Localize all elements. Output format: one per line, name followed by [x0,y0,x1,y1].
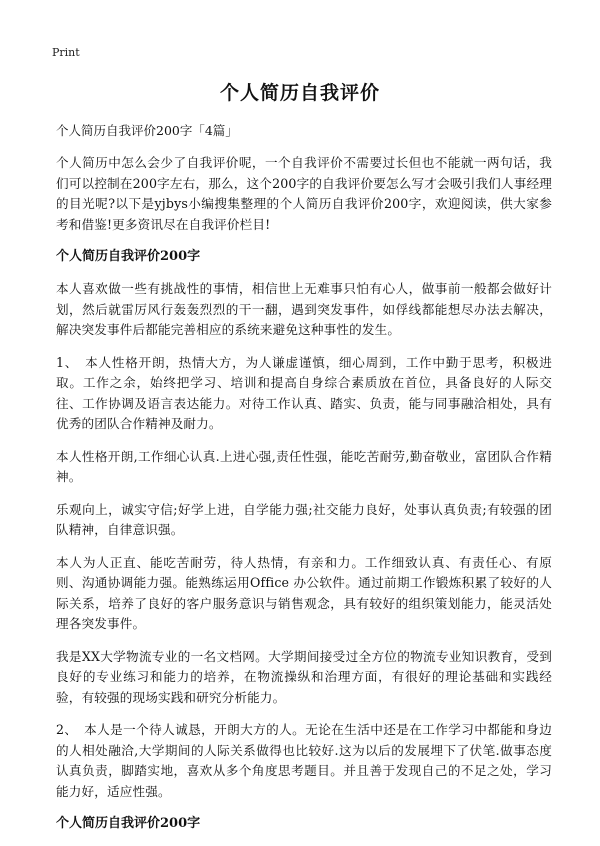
page-title: 个人简历自我评价 [219,82,380,104]
intro-paragraph: 个人简历中怎么会少了自我评价呢，一个自我评价不需要过长但也不能就一两句话，我们可以控制在200字左右，那么，这个200字的自我评价要怎么写才会吸引我们人事经理的目光呢?以下是yjbys小编搜集整理的个人简历自我评价200字，欢迎阅读，供大家参考和借鉴!更多资讯尽在自我评价栏目! [56,155,552,232]
body-paragraph-5: 本人为人正直、能吃苦耐劳，待人热情，有亲和力。工作细致认真、有责任心、有原则、沟通协调能力强。能熟练运用Office 办公软件。通过前期工作锻炼积累了较好的人际关系，培养了良好的客户服务意识与销售观念，具有较好的组织策划能力，能灵活处理各突发事件。 [56,554,552,631]
body-paragraph-4: 乐观向上，诚实守信;好学上进，自学能力强;社交能力良好，处事认真负责;有较强的团队精神，自律意识强。 [56,501,552,537]
section-heading-2: 个人简历自我评价200字 [56,816,201,831]
body-paragraph-3: 本人性格开朗,工作细心认真.上进心强,责任性强，能吃苦耐劳,勤奋敬业，富团队合作精神。 [56,448,552,484]
document-subtitle: 个人简历自我评价200字「4篇」 [56,123,238,138]
section-heading-1: 个人简历自我评价200字 [56,249,201,264]
body-paragraph-7: 2、 本人是一个待人诚恳，开朗大方的人。无论在生活中还是在工作学习中都能和身边的人相处融洽,大学期间的人际关系做得也比较好.这为以后的发展埋下了伏笔.做事态度认真负责，脚踏实地，喜欢从多个角度思考题目。并且善于发现自己的不足之处，学习能力好，适应性强。 [56,722,552,799]
body-paragraph-2: 1、 本人性格开朗，热情大方，为人谦虚谨慎，细心周到，工作中勤于思考，积极进取。工作之余，始终把学习、培训和提高自身综合素质放在首位，具备良好的人际交往、工作协调及语言表达能力。对待工作认真、踏实、负责，能与同事融洽相处，具有优秀的团队合作精神及耐力。 [56,354,552,431]
document-body [56,121,552,846]
body-paragraph-1: 本人喜欢做一些有挑战性的事情，相信世上无难事只怕有心人，做事前一般都会做好计划，然后就雷厉风行轰轰烈烈的干一翻，遇到突发事件，如俘线都能想尽办法去解决，解决突发事件后都能完善相应的系统来避免这种事性的发生。 [56,281,552,337]
body-paragraph-6: 我是XX大学物流专业的一名文档网。大学期间接受过全方位的物流专业知识教育，受到良好的专业练习和能力的培养，在物流操纵和治理方面，有很好的理论基础和实践经验，有较强的现场实践和研究分析能力。 [56,648,552,705]
print-link[interactable]: Print [52,46,80,59]
